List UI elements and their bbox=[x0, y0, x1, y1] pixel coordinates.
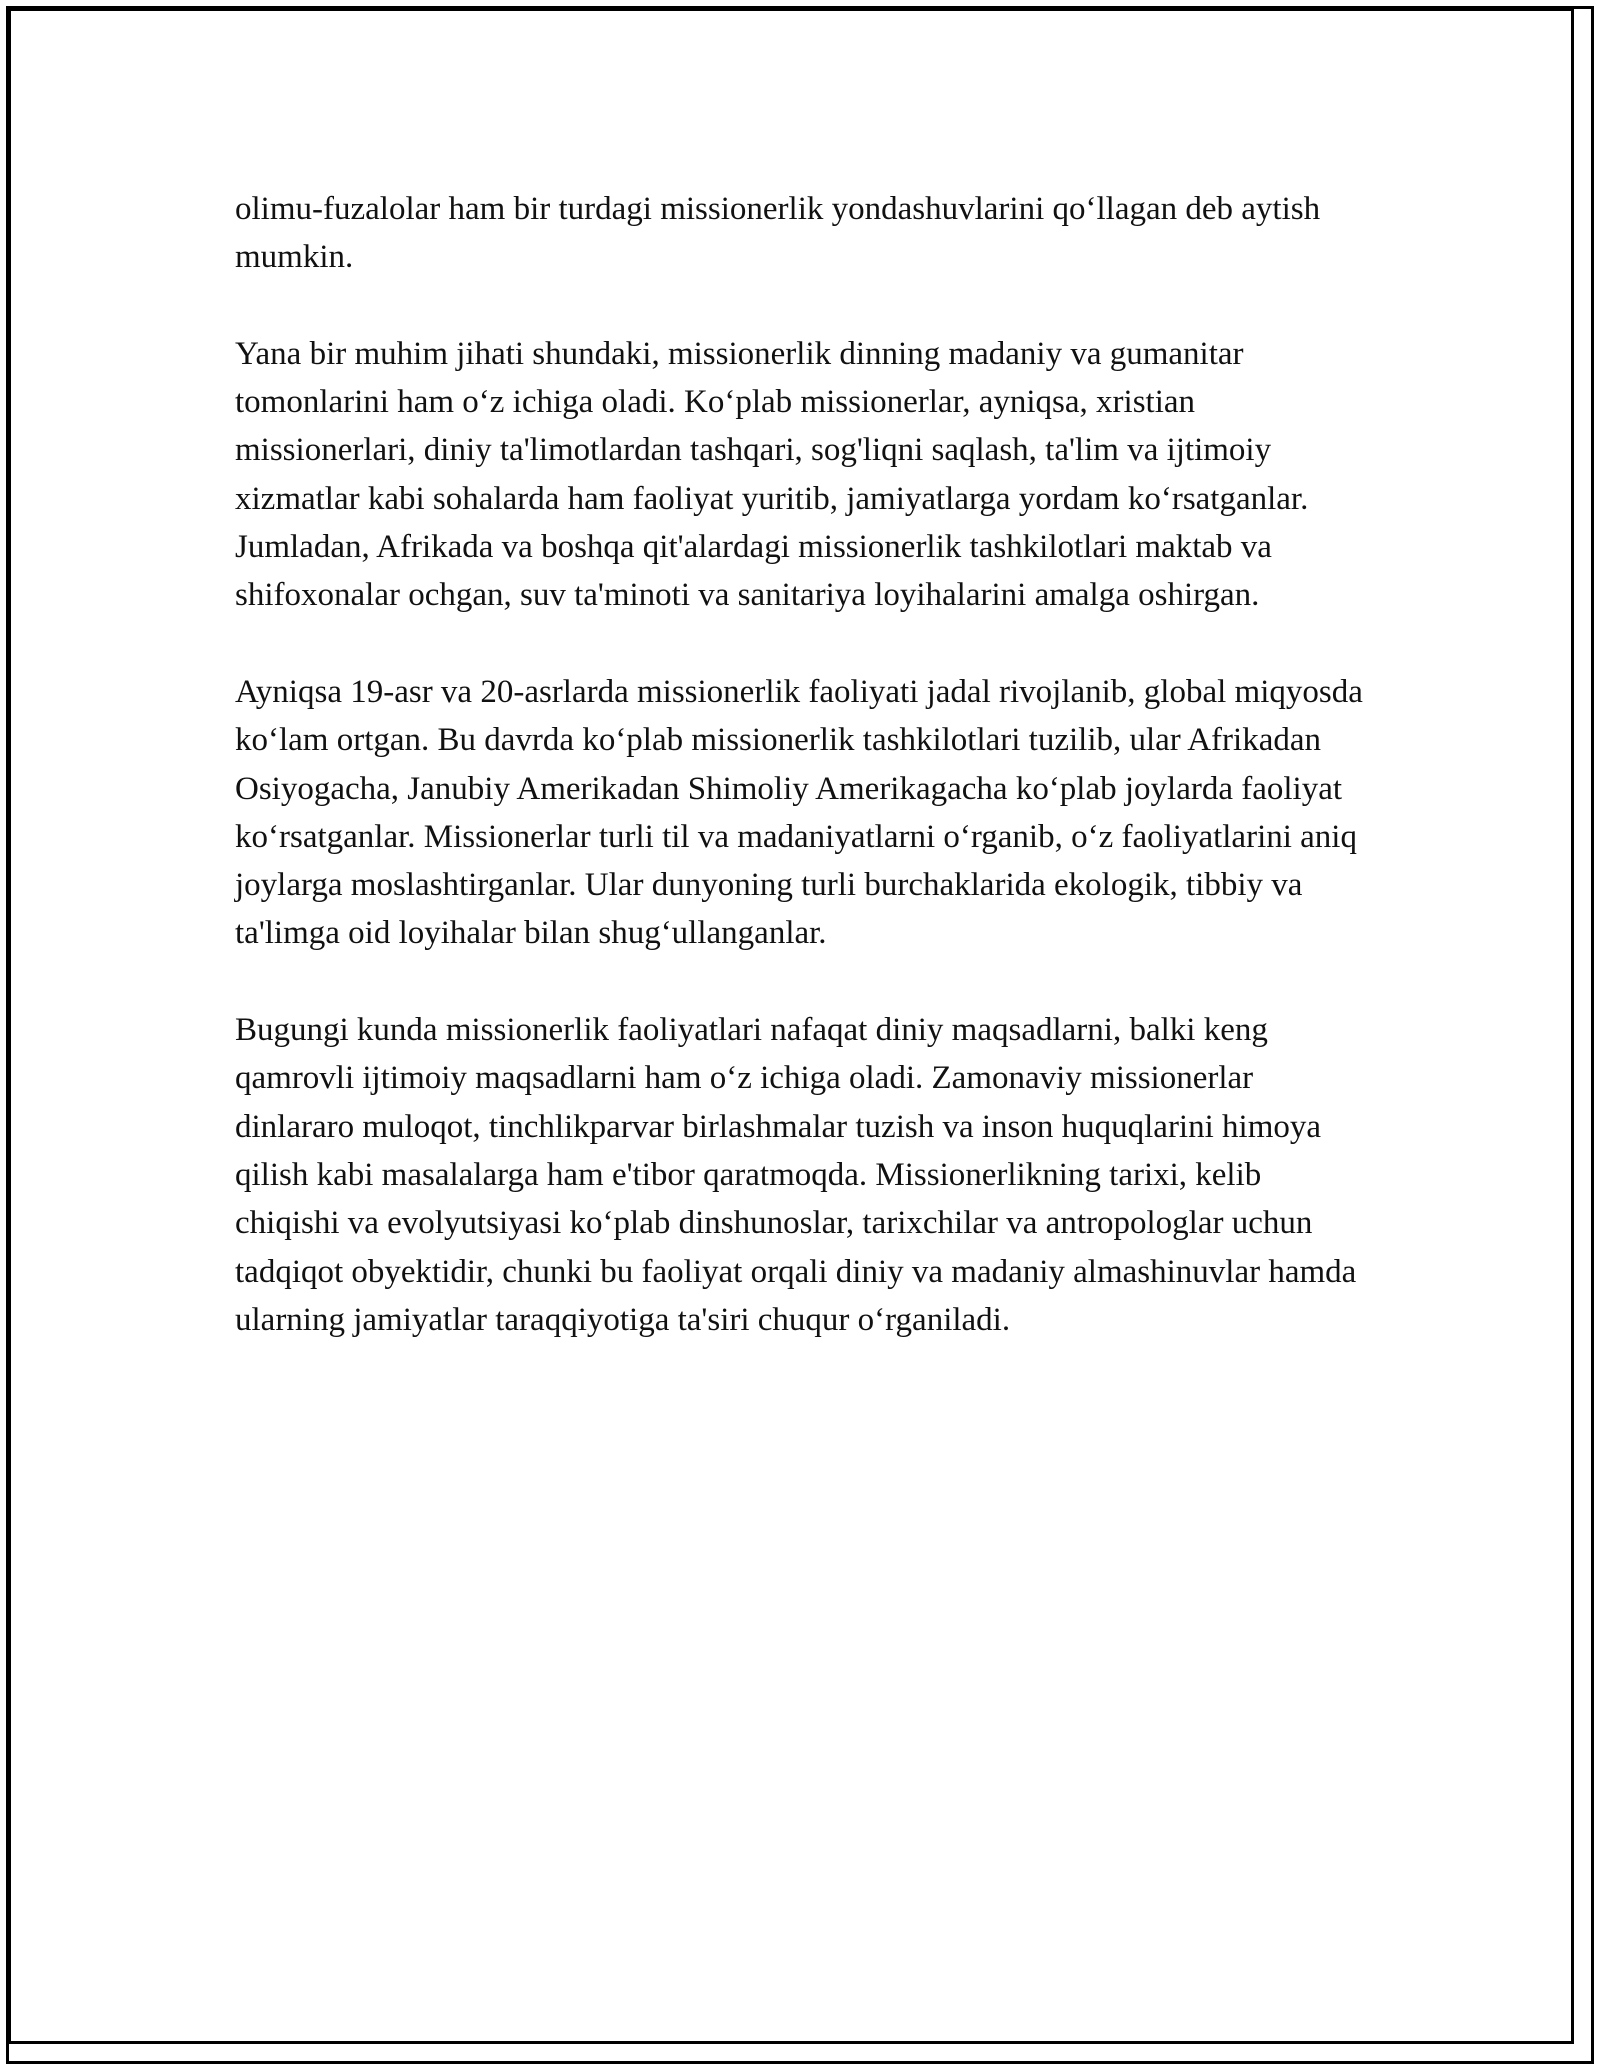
paragraph-3: Ayniqsa 19-asr va 20-asrlarda missionerlik faoliyati jadal rivojlanib, global miqyosda ko‘lam ortgan. Bu davrda ko‘plab missionerlik tashkilotlari tuzilib, ular Afrikadan Osiyogacha, Janubiy Amerikadan Shimoliy Amerikagacha ko‘plab joylarda faoliyat ko‘rsatganlar. Missionerlar turli til va madaniyatlarni o‘rganib, o‘z faoliyatlarini aniq joylarga moslashtirganlar. Ular dunyoning turli burchaklarida ekologik, tibbiy va ta'limga oid loyihalar bilan shug‘ullanganlar. bbox=[235, 673, 1363, 952]
paragraph-2: Yana bir muhim jihati shundaki, missionerlik dinning madaniy va gumanitar tomonlarini ham o‘z ichiga oladi. Ko‘plab missionerlar, ayniqsa, xristian missionerlari, diniy ta'limotlardan tashqari, sog'liqni saqlash, ta'lim va ijtimoiy xizmatlar kabi sohalarda ham faoliyat yuritib, jamiyatlarga yordam ko‘rsatganlar. Jumladan, Afrikada va boshqa qit'alardagi missionerlik tashkilotlari maktab va shifoxonalar ochgan, suv ta'minoti va sanitariya loyihalarini amalga oshirgan. bbox=[235, 335, 1309, 614]
paragraph-1: olimu-fuzalolar ham bir turdagi missionerlik yondashuvlarini qo‘llagan deb aytish mumkin. bbox=[235, 191, 1321, 276]
document-body bbox=[235, 185, 1370, 1392]
paragraph-4: Bugungi kunda missionerlik faoliyatlari nafaqat diniy maqsadlarni, balki keng qamrovli ijtimoiy maqsadlarni ham o‘z ichiga oladi. Zamonaviy missionerlar dinlararo muloqot, tinchlikparvar birlashmalar tuzish va inson huquqlarini himoya qilish kabi masalalarga ham e'tibor qaratmoqda. Missionerlikning tarixi, kelib chiqishi va evolyutsiyasi ko‘plab dinshunoslar, tarixchilar va antropologlar uchun tadqiqot obyektidir, chunki bu faoliyat orqali diniy va madaniy almashinuvlar hamda ularning jamiyatlar taraqqiyotiga ta'siri chuqur o‘rganiladi. bbox=[235, 1012, 1357, 1338]
